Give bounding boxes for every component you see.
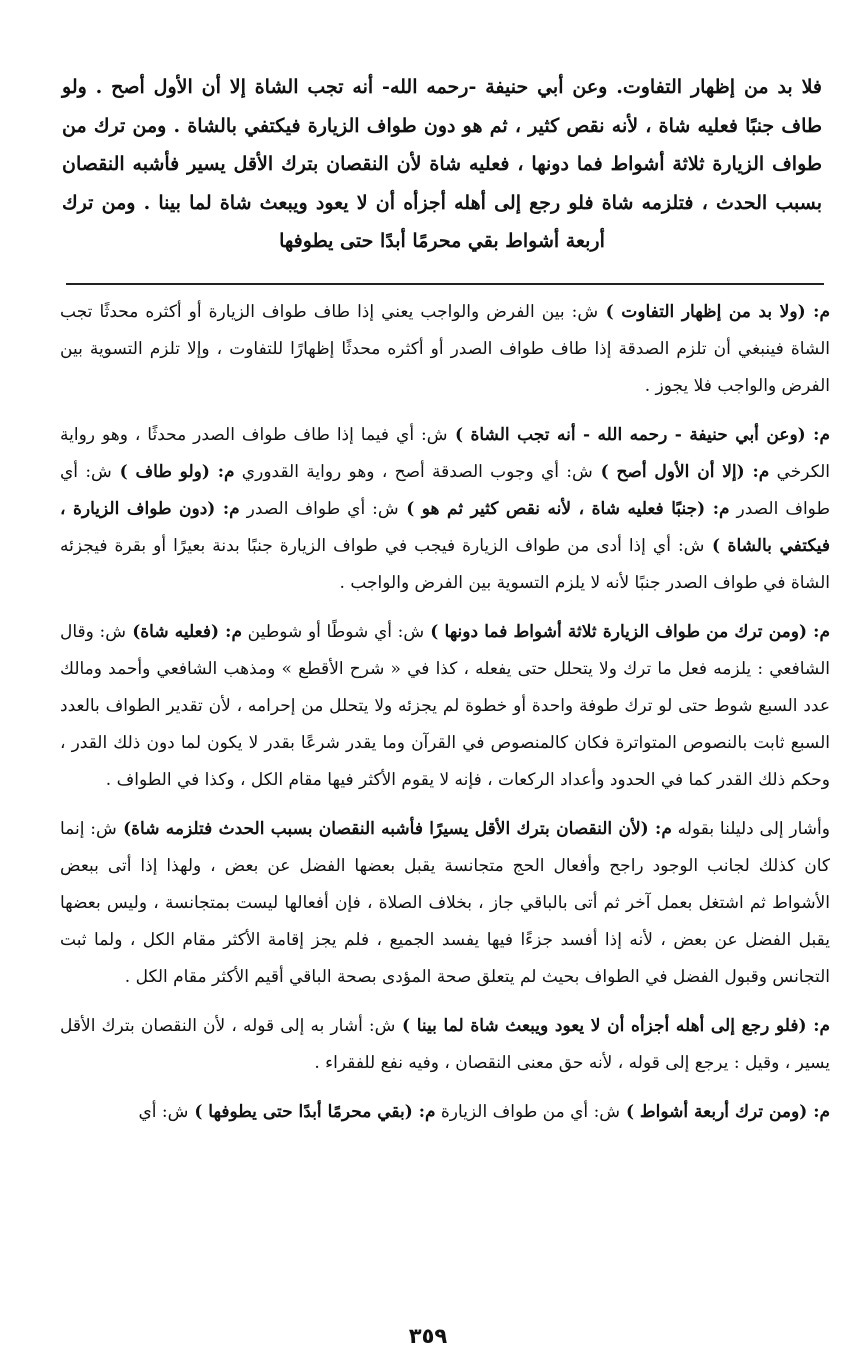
commentary-text: ش: أي فيما إذا طاف طواف الصدر محدثًا ، وهو رواية الكرخي [60,425,830,482]
commentary-text: ش: وقال الشافعي : يلزمه فعل ما ترك ولا يتحلل حتى يفعله ، كذا في « شرح الأقطع » ومذهب الشافعي وأحمد ومالك عدد السبع شوط حتى لو ترك طوفة واحدة أو خطوة لم يجزئه ولا يتحلل من إحرامه ، لأن تقدير الطواف بالعدد السبع ثابت بالنصوص المتواترة فكان كالمنصوص في القرآن وما يقدر شرعًا بقدر لا يكون لما دون ذلك القدر ، وحكم ذلك القدر كما في الحدود وأعداد الركعات ، فإنه لا يقوم الأكثر فيها مقام الكل ، وكذا في الطواف . [60,622,830,790]
commentary-sharh [60,294,830,1143]
commentary-text: ش: أي شوطًا أو شوطين [241,622,425,642]
commentary-text: ش: أي وجوب الصدقة أصح ، وهو رواية القدوري [234,462,593,482]
matn-quote: م: (فلو رجع إلى أهله أجزأه أن لا يعود ويبعث شاة لما بينا ) [395,1016,831,1036]
matn-quote: م: (ومن ترك أربعة أشواط ) [620,1102,830,1122]
matn-quote: م: (بقي محرمًا أبدًا حتى يطوفها ) [188,1102,436,1122]
commentary-text: ش: أي طواف الصدر [239,499,399,519]
page-number: ٣٥٩ [408,1324,448,1348]
matn-quote: م: (ولا بد من إظهار التفاوت ) [598,302,830,322]
commentary-text: ش: أشار به إلى قوله ، لأن النقصان بترك الأقل يسير ، وقيل : يرجع إلى قوله ، لأنه حق معنى النقصان ، وفيه نفع للفقراء . [60,1016,830,1073]
commentary-text: ش: إنما كان كذلك لجانب الوجود راجح وأفعال الحج متجانسة يقبل بعضها الفضل عن بعض ، ولهذا إذا أتى ببعض الأشواط ثم اشتغل بعمل آخر ثم أتى بالباقي جاز ، بخلاف الصلاة ، فإن أفعالها ليست بمتجانسة ، وليس بعضها يقبل الفضل عن بعض ، لأنه إذا أفسد جزءًا فيها يفسد الجميع ، فلم يجز إقامة الأكثر مقام الكل ، ولما ثبت التجانس وقبول الفضل في الطواف بحيث لم يتعلق صحة المؤدى بصحة الباقي أقيم الأكثر مقام الكل . [60,819,830,987]
commentary-text: ش: بين الفرض والواجب يعني إذا طاف طواف الزيارة أو أكثره محدثًا تجب الشاة فينبغي أن تلزم الصدقة إذا طاف طواف الصدر أو أكثره محدثًا إظهارًا للتفاوت ، وإلا تلزم التسوية بين الفرض والواجب فلا يجوز . [60,302,830,396]
matn-quote: م: (إلا أن الأول أصح ) [592,462,770,482]
commentary-text: ش: أي من طواف الزيارة [435,1102,621,1122]
commentary-paragraph [60,1008,830,1082]
matn-quote: م: (دون طواف الزيارة ، فيكتفي بالشاة ) [60,499,830,556]
commentary-paragraph [60,614,830,799]
matn-quote: م: (لأن النقصان بترك الأقل يسيرًا فأشبه النقصان بسبب الحدث فتلزمه شاة) [116,819,672,839]
commentary-paragraph [60,417,830,602]
matn-quote: م: (وعن أبي حنيفة - رحمه الله - أنه تجب الشاة ) [447,425,830,445]
commentary-text: ش: أي طواف الصدر [60,462,830,519]
main-text-matn: فلا بد من إظهار التفاوت. وعن أبي حنيفة -رحمه الله- أنه تجب الشاة إلا أن الأول أصح . ولو طاف جنبًا فعليه شاة ، لأنه نقص كثير ، ثم هو دون طواف الزيارة فيكتفي بالشاة . ومن ترك من طواف الزيارة ثلاثة أشواط فما دونها ، فعليه شاة لأن النقصان بترك الأقل يسير فأشبه النقصان بسبب الحدث ، فتلزمه شاة فلو رجع إلى أهله أجزأه أن لا يعود ويبعث شاة لما بينا . ومن ترك أربعة أشواط بقي محرمًا أبدًا حتى يطوفها [62,76,823,253]
commentary-paragraph [60,1094,830,1131]
commentary-text: وأشار إلى دليلنا بقوله [671,819,830,839]
matn-quote: م: (فعليه شاة) [126,622,242,642]
matn-quote: م: (جنبًا فعليه شاة ، لأنه نقص كثير ثم هو ) [398,499,730,519]
matn-quote: م: (ولو طاف ) [111,462,235,482]
commentary-paragraph [60,811,830,996]
matn-quote: م: (ومن ترك من طواف الزيارة ثلاثة أشواط فما دونها ) [424,622,830,642]
commentary-text: ش: أي [138,1102,189,1122]
commentary-paragraph [60,294,830,405]
separator-rule [66,283,824,285]
commentary-text: ش: أي إذا أدى من طواف الزيارة فيجب في طواف الزيارة جنبًا بدنة بعيرًا أو بقرة فيجزئه الشاة في طواف الصدر جنبًا لأنه لا يلزم التسوية بين الفرض والواجب . [60,536,830,593]
